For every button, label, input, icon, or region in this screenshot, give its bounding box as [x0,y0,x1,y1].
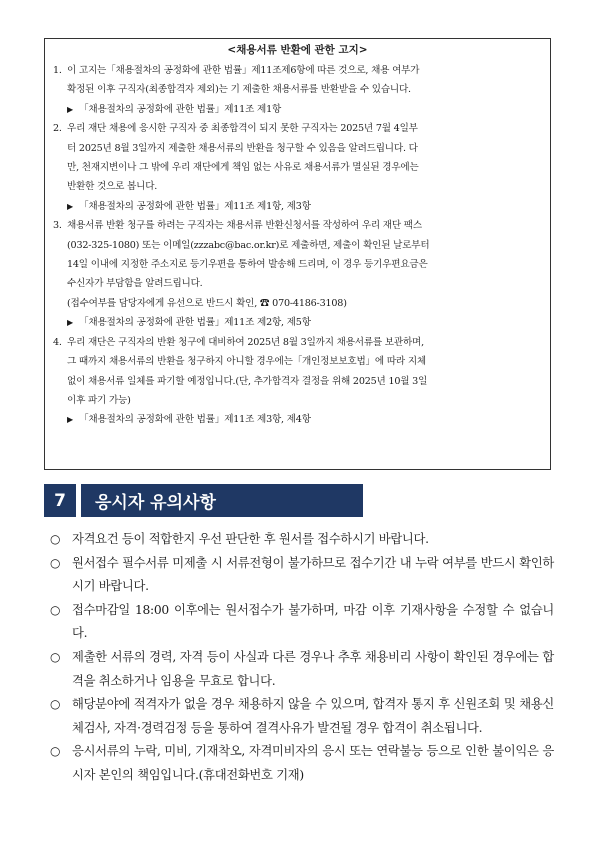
caution-item [50,528,554,552]
notice-item-number [53,255,67,274]
notice-item-number: 3. [53,220,62,232]
notice-items [53,61,542,430]
notice-item-number [53,80,67,99]
notice-contact: (접수여부를 담당자에게 유선으로 반드시 확인, ☎ 070-4186-3108) [67,297,347,309]
notice-item [53,61,542,119]
notice-item-text: 14일 이내에 지정한 주소지로 등기우편을 통하여 발송해 드리며, 이 경우 등기우편요금은 [67,259,428,271]
caution-text: 제출한 서류의 경력, 자격 등이 사실과 다른 경우나 추후 채용비리 사항이 확인된 경우에는 합격을 취소하거나 임용을 무효로 합니다. [72,649,554,688]
notice-item-text: 우리 재단은 구직자의 반환 청구에 대비하여 2025년 8월 3일까지 채용서류를 보관하며, [67,336,424,348]
notice-item-number [53,139,67,158]
caution-text: 자격요건 등이 적합한지 우선 판단한 후 원서를 접수하시기 바랍니다. [72,532,429,546]
notice-reference [53,313,542,332]
notice-title: <채용서류 반환에 관한 고지> [227,44,368,56]
notice-box [44,38,551,470]
notice-item-text: 이 고지는「채용절차의 공정화에 관한 법률」제11조제6항에 따른 것으로, 채용 여부가 [67,65,420,76]
reference-text: 「채용절차의 공정화에 관한 법률」제11조 제1항 [79,103,282,115]
notice-item-text: 없이 채용서류 일체를 파기할 예정입니다.(단, 추가합격자 결정을 위해 2025년 10월 3일 [67,375,428,387]
notice-item-text: 이후 파기 가능) [67,394,131,406]
caution-item [50,552,554,599]
notice-item-number: 2. [53,123,62,135]
notice-item-text: 반환한 것으로 봅니다. [67,181,158,193]
notice-item-number [53,372,67,391]
circle-bullet-icon: ○ [50,602,61,617]
caution-text: 원서접수 필수서류 미제출 시 서류전형이 불가하므로 접수기간 내 누락 여부를 반드시 확인하시기 바랍니다. [72,555,554,594]
notice-item-number: 4. [53,336,62,348]
section-title: 응시자 유의사항 [81,484,363,517]
arrow-icon: ▶ [67,318,73,328]
caution-text: 접수마감일 18:00 이후에는 원서접수가 불가하며, 마감 이후 기재사항을 수정할 수 없습니다. [72,602,554,641]
circle-bullet-icon: ○ [50,744,61,759]
notice-item-text: 확정된 이후 구직자(최종합격자 제외)는 기 제출한 채용서류를 반환받을 수 있습니다. [67,84,411,96]
notice-item-text: 우리 재단 채용에 응시한 구직자 중 최종합격이 되지 못한 구직자는 2025년 7월 4일부 [67,123,418,135]
caution-item [50,740,554,787]
notice-reference [53,197,542,216]
notice-item-text: 그 때까지 채용서류의 반환을 청구하지 아니할 경우에는「개인정보보호법」에 따라 지체 [67,356,426,368]
notice-reference [53,100,542,119]
reference-text: 「채용절차의 공정화에 관한 법률」제11조 제1항, 제3항 [79,200,311,212]
arrow-icon: ▶ [67,104,73,114]
notice-item [53,119,542,216]
notice-item-number [53,391,67,410]
caution-item [50,599,554,646]
notice-item-text: 만, 천재지변이나 그 밖에 우리 재단에게 책임 없는 사유로 채용서류가 멸실된 경우에는 [67,162,419,174]
notice-item-number [53,352,67,371]
notice-item [53,216,542,332]
caution-item [50,693,554,740]
notice-item-text: 채용서류 반환 청구를 하려는 구직자는 채용서류 반환신청서를 작성하여 우리 재단 팩스 [67,220,422,232]
caution-text: 응시서류의 누락, 미비, 기재착오, 자격미비자의 응시 또는 연락불능 등으로 인한 불이익은 응시자 본인의 책임입니다.(휴대전화번호 기재) [72,744,554,782]
arrow-icon: ▶ [67,201,73,211]
notice-item-number [53,158,67,177]
notice-item-number [53,274,67,293]
section-number: 7 [44,484,76,517]
reference-text: 「채용절차의 공정화에 관한 법률」제11조 제3항, 제4항 [79,414,311,426]
circle-bullet-icon: ○ [50,532,61,546]
circle-bullet-icon: ○ [50,697,61,712]
notice-item [53,333,542,430]
section-header [44,484,363,517]
circle-bullet-icon: ○ [50,649,61,664]
notice-item-text: 터 2025년 8월 3일까지 제출한 채용서류의 반환을 청구할 수 있음을 알려드립니다. 다 [67,142,418,154]
caution-item [50,646,554,693]
notice-item-text: 수신자가 부담함을 알려드립니다. [67,278,203,290]
notice-reference [53,410,542,429]
reference-text: 「채용절차의 공정화에 관한 법률」제11조 제2항, 제5항 [79,317,311,329]
notice-item-number [53,177,67,196]
notice-item-text: (032-325-1080) 또는 이메일(zzzabc@bac.or.kr)로 제출하면, 제출이 확인된 날로부터 [67,239,430,251]
caution-text: 해당분야에 적격자가 없을 경우 채용하지 않을 수 있으며, 합격자 통지 후 신원조회 및 채용신체검사, 자격·경력검정 등을 통하여 결격사유가 발견될 경우 합격이 취소됩니다. [72,697,554,735]
cautions-list [50,528,554,788]
notice-item-number [53,236,67,255]
notice-item-number: 1. [53,65,62,76]
circle-bullet-icon: ○ [50,555,61,570]
arrow-icon: ▶ [67,415,73,425]
